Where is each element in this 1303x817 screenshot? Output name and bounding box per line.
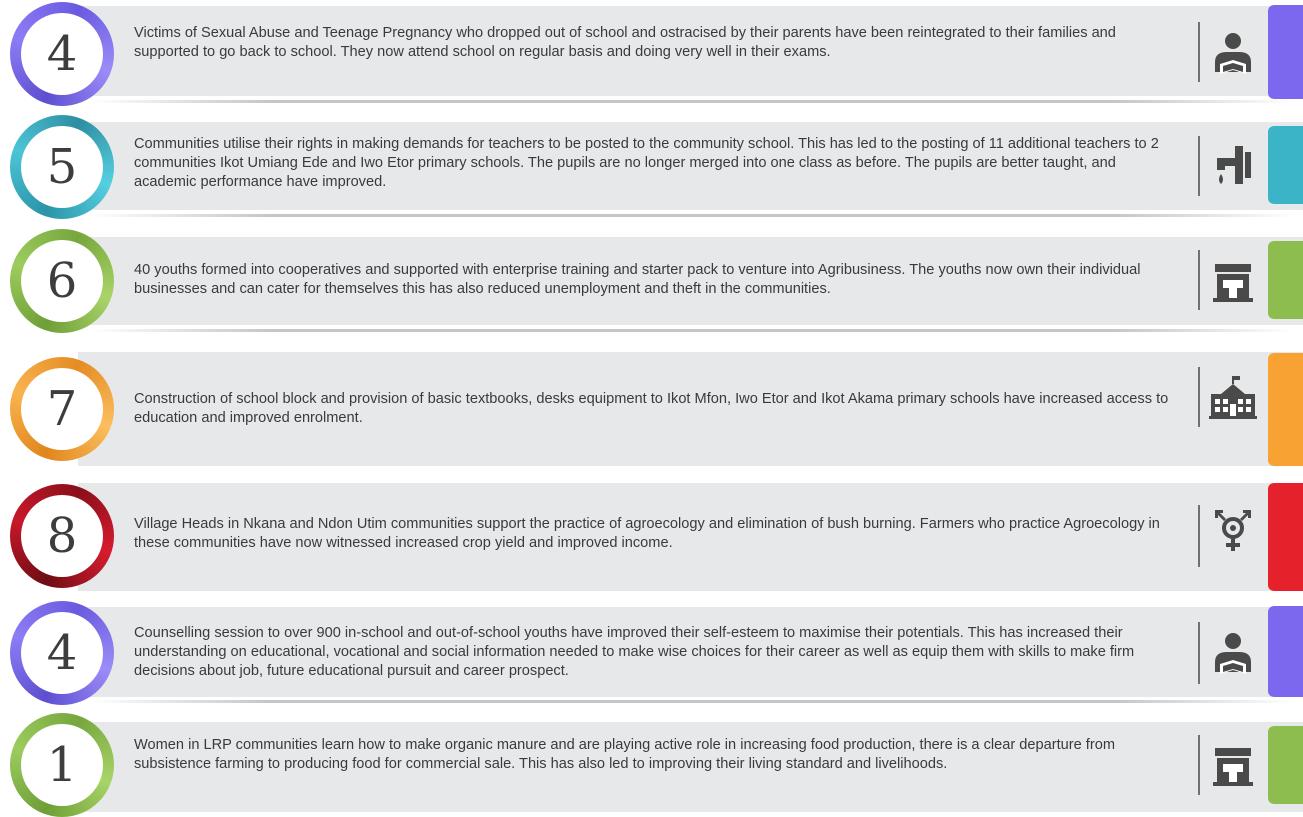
school-building-icon xyxy=(1207,372,1259,424)
color-tab xyxy=(1268,241,1303,319)
number-badge xyxy=(10,229,114,333)
item-number: 4 xyxy=(46,26,78,82)
gender-equality-icon xyxy=(1207,506,1259,558)
item-description: Village Heads in Nkana and Ndon Utim communities support the practice of agroecology and elimination of bush burning. Farmers who practice Agroecology in these communities have now witnessed increased crop yield and improved income. xyxy=(134,516,1160,551)
number-badge xyxy=(10,2,114,106)
item-number: 6 xyxy=(46,253,78,309)
item-number: 7 xyxy=(46,381,78,437)
divider xyxy=(1198,367,1200,427)
color-tab xyxy=(1268,606,1303,697)
divider xyxy=(1198,735,1200,795)
item-description: Women in LRP communities learn how to make organic manure and are playing active role in increasing food production, there is a clear departure from subsistence farming to producing food for commercial sale. This has also led to improving their living standard and livelihoods. xyxy=(134,737,1115,772)
number-badge xyxy=(10,713,114,817)
person-reading-icon xyxy=(1207,28,1259,80)
person-reading-icon xyxy=(1207,628,1259,680)
color-tab xyxy=(1268,126,1303,204)
water-tap-icon xyxy=(1207,140,1259,192)
number-badge xyxy=(10,601,114,705)
color-tab xyxy=(1268,726,1303,804)
item-number: 5 xyxy=(46,139,78,195)
number-badge xyxy=(10,115,114,219)
color-tab xyxy=(1268,483,1303,591)
color-tab xyxy=(1268,5,1303,99)
item-description: Counselling session to over 900 in-school and out-of-school youths have improved their self-esteem to maximise their potentials. This has increased their understanding on educational, vocational and social information needed to make wise choices for their career as well as equip them with skills to make firm decisions about job, future educational pursuit and career prospect. xyxy=(134,625,1135,679)
item-number: 1 xyxy=(46,737,78,793)
divider xyxy=(1198,136,1200,196)
item-description: Communities utilise their rights in making demands for teachers to be posted to the community school. This has led to the posting of 11 additional teachers to 2 communities Ikot Umiang Ede and Iwo Etor primary schools. The pupils are no longer merged into one class as before. The pupils are better taught, and academic performance have improved. xyxy=(134,136,1159,190)
number-badge xyxy=(10,484,114,588)
item-number: 4 xyxy=(46,625,78,681)
item-description: Victims of Sexual Abuse and Teenage Pregnancy who dropped out of school and ostracised by their parents have been reintegrated to their families and supported to go back to school. They now attend school on regular basis and doing very well in their exams. xyxy=(134,25,1116,60)
item-description: Construction of school block and provision of basic textbooks, desks equipment to Ikot Mfon, Iwo Etor and Ikot Akama primary schools have increased access to education and improved enrolment. xyxy=(134,391,1169,426)
color-tab xyxy=(1268,353,1303,466)
divider xyxy=(1198,622,1200,684)
item-description: 40 youths formed into cooperatives and supported with enterprise training and starter pack to venture into Agribusiness. The youths now own their individual businesses and can cater for themselves this has also reduced unemployment and theft in the communities. xyxy=(134,262,1141,297)
item-number: 8 xyxy=(46,508,78,564)
divider xyxy=(1198,250,1200,310)
number-badge xyxy=(10,357,114,461)
shop-icon xyxy=(1207,256,1259,308)
shop-icon xyxy=(1207,740,1259,792)
divider xyxy=(1198,22,1200,82)
divider xyxy=(1198,505,1200,567)
